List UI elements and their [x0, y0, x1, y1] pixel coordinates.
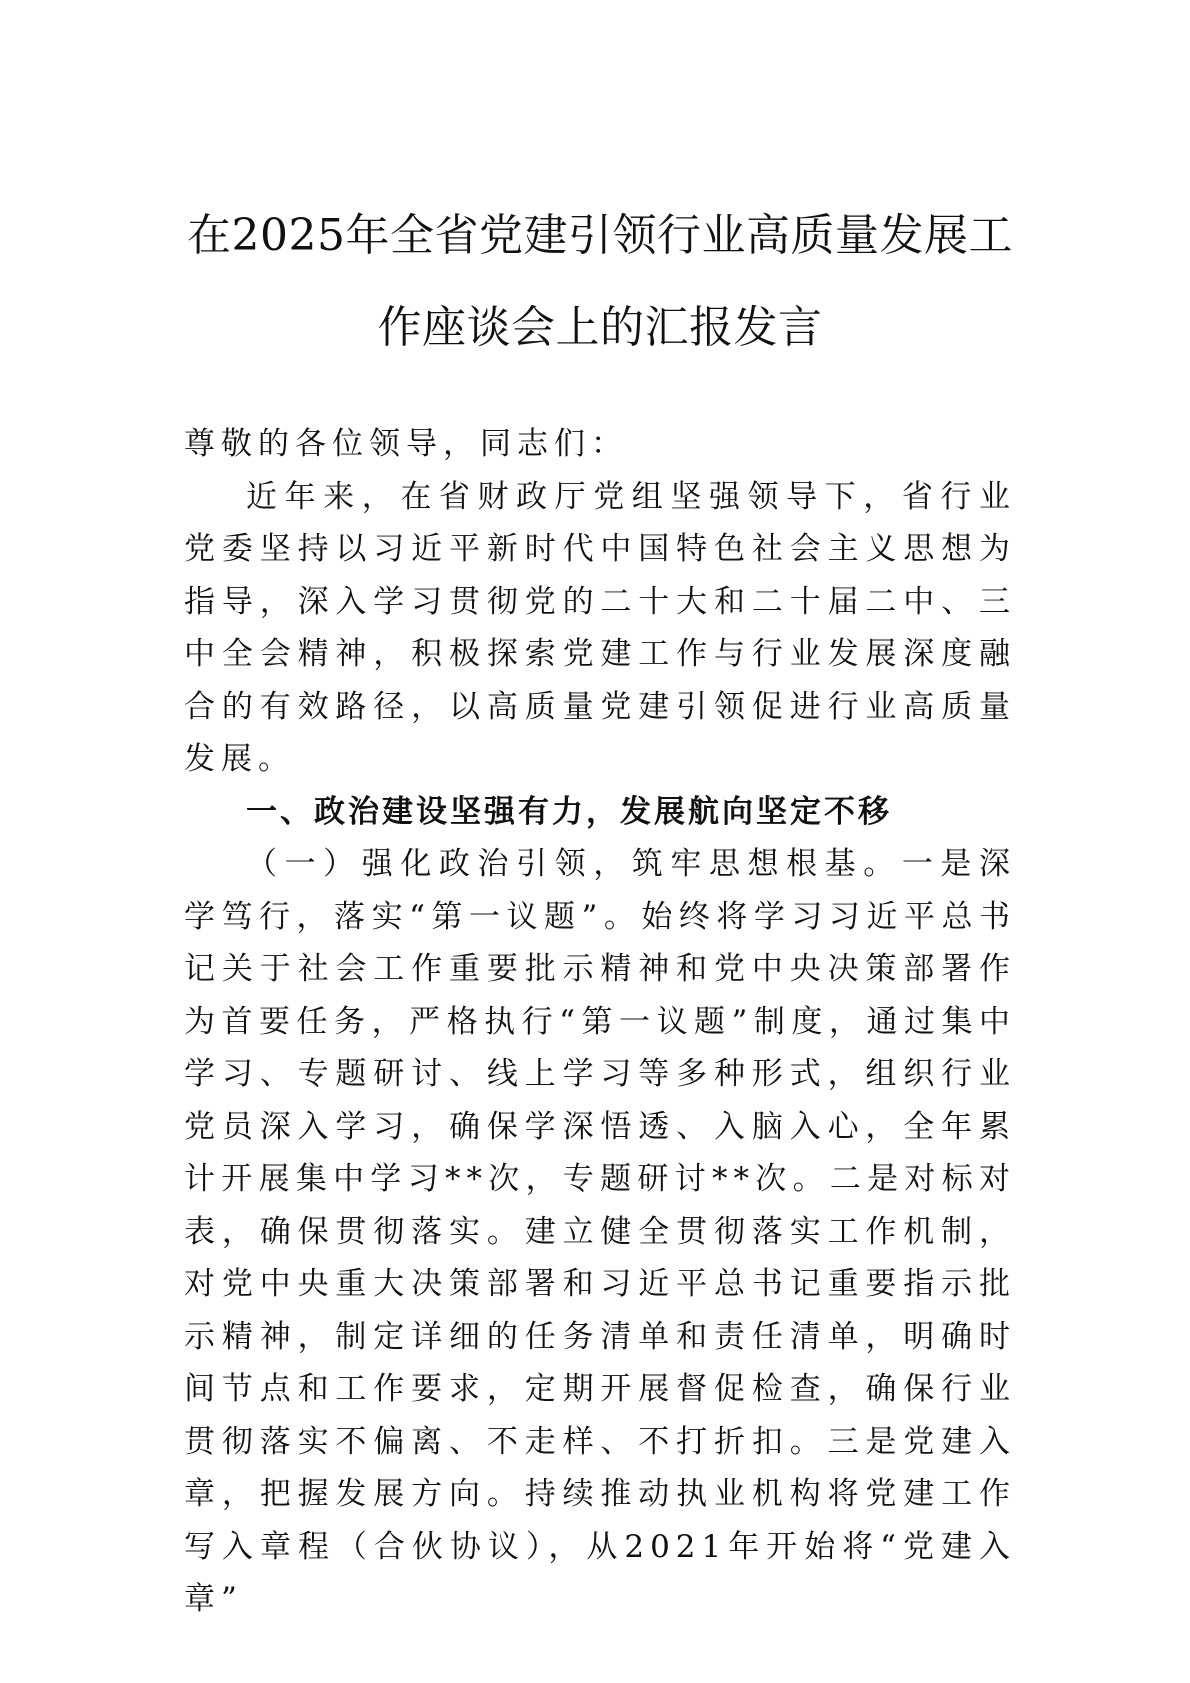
- document-title-line-2: 作座谈会上的汇报发言: [377, 302, 823, 353]
- section-paragraph: （一）强化政治引领，筑牢思想根基。一是深学笃行，落实“第一议题”。始终将学习习近平总书记关于社会工作重要批示精神和党中央决策部署作为首要任务，严格执行“第一议题”制度，通过集中学习、专题研讨、线上学习等多种形式，组织行业党员深入学习，确保学深悟透、入脑入心，全年累计开展集中学习**次，专题研讨**次。二是对标对表，确保贯彻落实。建立健全贯彻落实工作机制，对党中央重大决策部署和习近平总书记重要指示批示精神，制定详细的任务清单和责任清单，明确时间节点和工作要求，定期开展督促检查，确保行业贯彻落实不偏离、不走样、不打折扣。三是党建入章，把握发展方向。持续推动执业机构将党建工作写入章程（合伙协议），从2021年开始将“党建入章”: [184, 846, 1016, 1617]
- document-body: [184, 418, 1016, 1626]
- document-title: [184, 190, 1016, 374]
- section-heading: 一、政治建设坚强有力，发展航向坚定不移: [246, 793, 892, 830]
- document-page: [184, 190, 1016, 1626]
- document-title-line-1: 在2025年全省党建引领行业高质量发展工: [187, 210, 1013, 261]
- greeting: 尊敬的各位领导，同志们：: [184, 426, 628, 462]
- intro-paragraph: 近年来，在省财政厅党组坚强领导下，省行业党委坚持以习近平新时代中国特色社会主义思想为指导，深入学习贯彻党的二十大和二十届二中、三中全会精神，积极探索党建工作与行业发展深度融合的有效路径，以高质量党建引领促进行业高质量发展。: [184, 478, 1016, 777]
